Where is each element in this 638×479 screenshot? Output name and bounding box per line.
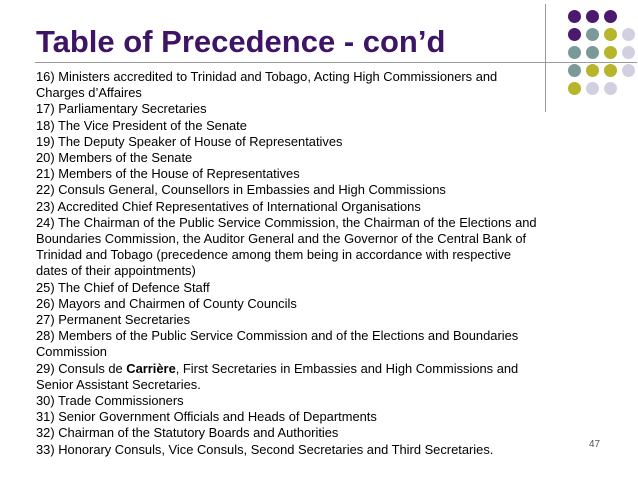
list-item: 32) Chairman of the Statutory Boards and Authorities [36, 425, 339, 441]
dot-icon [604, 82, 617, 95]
dot-icon [604, 10, 617, 23]
list-item: 21) Members of the House of Representatives [36, 166, 300, 182]
list-item: 23) Accredited Chief Representatives of International Organisations [36, 198, 421, 214]
dot-icon [586, 64, 599, 77]
dot-icon [622, 46, 635, 59]
dot-icon [586, 46, 599, 59]
slide-title: Table of Precedence - con’d [36, 24, 446, 59]
dot-icon [568, 82, 581, 95]
list-item: 27) Permanent Secretaries [36, 312, 191, 328]
dot-icon [568, 64, 581, 77]
dot-icon [604, 64, 617, 77]
list-item-text: 29) Consuls de [36, 360, 127, 376]
dot-icon [586, 10, 599, 23]
list-item-text: , First Secretaries in Embassies and High Commissions and Senior Assistant Secretaries. [36, 360, 519, 392]
dot-icon [604, 28, 617, 41]
dot-icon [568, 28, 581, 41]
list-item: 20) Members of the Senate [36, 150, 193, 166]
list-item: 31) Senior Government Officials and Heads of Departments [36, 409, 377, 425]
dot-icon [622, 28, 635, 41]
list-item: 33) Honorary Consuls, Vice Consuls, Second Secretaries and Third Secretaries. [36, 441, 494, 457]
dot-icon [568, 10, 581, 23]
list-item: 26) Mayors and Chairmen of County Councils [36, 295, 297, 311]
list-item: 17) Parliamentary Secretaries [36, 101, 207, 117]
horizontal-divider [35, 62, 637, 63]
precedence-list [36, 69, 546, 458]
dot-icon [586, 82, 599, 95]
list-item-bold-text: Carrière [126, 360, 176, 376]
list-item: 30) Trade Commissioners [36, 393, 184, 409]
list-item: 19) The Deputy Speaker of House of Representatives [36, 133, 343, 149]
list-item: 28) Members of the Public Service Commission and of the Elections and Boundaries Commission [36, 328, 519, 360]
list-item: 24) The Chairman of the Public Service Commission, the Chairman of the Elections and Boundaries Commission, the Auditor General and the Governor of the Central Bank of Trinidad and Tobago (precedence among them being in accordance with respective dates of their appointments) [36, 214, 537, 279]
page-number: 47 [589, 439, 601, 450]
dot-icon [586, 28, 599, 41]
list-item: 18) The Vice President of the Senate [36, 117, 247, 133]
dot-icon [604, 46, 617, 59]
list-item: 22) Consuls General, Counsellors in Embassies and High Commissions [36, 182, 446, 198]
list-item: 16) Ministers accredited to Trinidad and Tobago, Acting High Commissioners and Charges d’Affaires [36, 69, 498, 101]
dot-icon [622, 64, 635, 77]
list-item: 25) The Chief of Defence Staff [36, 279, 210, 295]
dot-icon [568, 46, 581, 59]
list-item [36, 361, 546, 393]
